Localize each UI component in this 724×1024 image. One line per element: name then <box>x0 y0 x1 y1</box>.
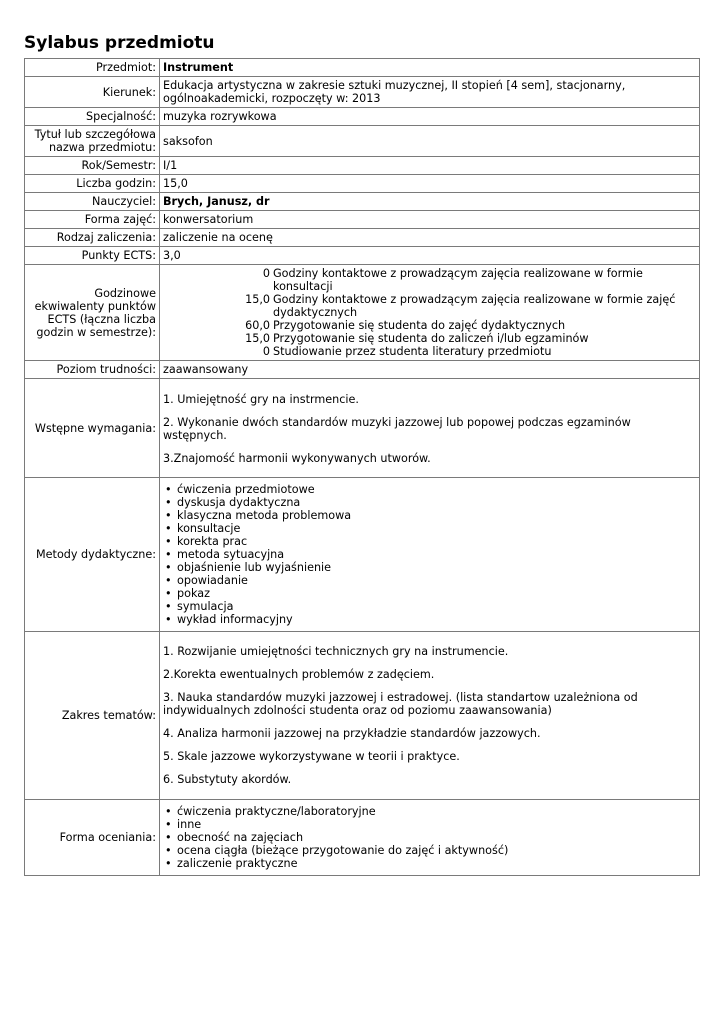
ects-hours: 60,0 <box>245 319 270 332</box>
list-item: • opowiadanie <box>163 574 696 587</box>
list-item: • metoda sytuacyjna <box>163 548 696 561</box>
value-nauczyciel: Brych, Janusz, dr <box>160 193 700 211</box>
row-ekwiwalenty <box>25 265 700 361</box>
value-tytul: saksofon <box>160 126 700 157</box>
label-nauczyciel: Nauczyciel: <box>25 193 160 211</box>
topic-item: 4. Analiza harmonii jazzowej na przykładzie standardów jazzowych. <box>163 727 541 740</box>
row-nauczyciel <box>25 193 700 211</box>
value-zakres <box>160 632 700 800</box>
row-forma <box>25 211 700 229</box>
ects-desc: Przygotowanie się studenta do zaliczeń i/lub egzaminów <box>273 332 589 345</box>
label-godziny: Liczba godzin: <box>25 175 160 193</box>
label-ocenianie: Forma oceniania: <box>25 800 160 876</box>
label-rok: Rok/Semestr: <box>25 157 160 175</box>
row-godziny <box>25 175 700 193</box>
topic-item: 5. Skale jazzowe wykorzystywane w teorii i praktyce. <box>163 750 460 763</box>
ects-item <box>163 319 696 332</box>
row-metody <box>25 478 700 632</box>
ects-desc: Przygotowanie się studenta do zajęć dydaktycznych <box>273 319 566 332</box>
ects-hours: 0 <box>262 267 270 280</box>
requirement-item: 2. Wykonanie dwóch standardów muzyki jazzowej lub popowej podczas egzaminów wstępnych. <box>163 416 631 442</box>
ects-item <box>163 267 696 293</box>
value-zaliczenie: zaliczenie na ocenę <box>160 229 700 247</box>
requirement-item: 3.Znajomość harmonii wykonywanych utworów. <box>163 452 431 465</box>
ects-hours: 0 <box>262 345 270 358</box>
label-zaliczenie: Rodzaj zaliczenia: <box>25 229 160 247</box>
label-ekwiwalenty: Godzinowe ekwiwalenty punktów ECTS (łączna liczba godzin w semestrze): <box>25 265 160 361</box>
row-specjalnosc <box>25 108 700 126</box>
syllabus-table <box>24 58 700 876</box>
value-kierunek: Edukacja artystyczna w zakresie sztuki muzycznej, II stopień [4 sem], stacjonarny, ogólnoakademicki, rozpoczęty w: 2013 <box>160 77 700 108</box>
list-item: • zaliczenie praktyczne <box>163 857 696 870</box>
ects-hours: 15,0 <box>245 332 270 345</box>
ects-desc: Godziny kontaktowe z prowadzącym zajęcia realizowane w formie konsultacji <box>273 267 643 293</box>
page-title: Sylabus przedmiotu <box>24 33 215 53</box>
value-rok: I/1 <box>160 157 700 175</box>
ects-desc: Godziny kontaktowe z prowadzącym zajęcia realizowane w formie zajęć dydaktycznych <box>273 293 676 319</box>
requirement-item: 1. Umiejętność gry na instrmencie. <box>163 393 359 406</box>
topic-item: 3. Nauka standardów muzyki jazzowej i estradowej. (lista standartow uzależniona od indywidualnych zdolności studenta oraz od poziomu zaawansowania) <box>163 691 638 717</box>
ects-desc: Studiowanie przez studenta literatury przedmiotu <box>273 345 552 358</box>
label-ects: Punkty ECTS: <box>25 247 160 265</box>
row-ects <box>25 247 700 265</box>
value-ekwiwalenty <box>160 265 700 361</box>
value-wymagania <box>160 379 700 478</box>
list-item: • klasyczna metoda problemowa <box>163 509 696 522</box>
label-zakres: Zakres tematów: <box>25 632 160 800</box>
list-item: • ćwiczenia przedmiotowe <box>163 483 696 496</box>
topic-item: 2.Korekta ewentualnych problemów z zadęciem. <box>163 668 435 681</box>
value-forma: konwersatorium <box>160 211 700 229</box>
list-item: • konsultacje <box>163 522 696 535</box>
label-przedmiot: Przedmiot: <box>25 59 160 77</box>
list-item: • obecność na zajęciach <box>163 831 696 844</box>
methods-list <box>163 483 696 626</box>
list-item: • symulacja <box>163 600 696 613</box>
row-poziom <box>25 361 700 379</box>
row-ocenianie <box>25 800 700 876</box>
value-metody <box>160 478 700 632</box>
value-ects: 3,0 <box>160 247 700 265</box>
row-wymagania <box>25 379 700 478</box>
label-poziom: Poziom trudności: <box>25 361 160 379</box>
value-przedmiot: Instrument <box>160 59 700 77</box>
value-specjalnosc: muzyka rozrywkowa <box>160 108 700 126</box>
list-item: • wykład informacyjny <box>163 613 696 626</box>
list-item: • korekta prac <box>163 535 696 548</box>
row-kierunek <box>25 77 700 108</box>
row-tytul <box>25 126 700 157</box>
row-przedmiot <box>25 59 700 77</box>
label-specjalnosc: Specjalność: <box>25 108 160 126</box>
value-poziom: zaawansowany <box>160 361 700 379</box>
value-godziny: 15,0 <box>160 175 700 193</box>
list-item: • ocena ciągła (bieżące przygotowanie do zajęć i aktywność) <box>163 844 696 857</box>
value-ocenianie <box>160 800 700 876</box>
list-item: • ćwiczenia praktyczne/laboratoryjne <box>163 805 696 818</box>
row-rok <box>25 157 700 175</box>
ects-item <box>163 345 696 358</box>
ects-item <box>163 293 696 319</box>
topic-item: 1. Rozwijanie umiejętności technicznych gry na instrumencie. <box>163 645 509 658</box>
assessment-list <box>163 805 696 870</box>
label-metody: Metody dydaktyczne: <box>25 478 160 632</box>
label-tytul: Tytuł lub szczegółowa nazwa przedmiotu: <box>25 126 160 157</box>
list-item: • dyskusja dydaktyczna <box>163 496 696 509</box>
ects-hours: 15,0 <box>245 293 270 306</box>
row-zaliczenie <box>25 229 700 247</box>
label-kierunek: Kierunek: <box>25 77 160 108</box>
ects-item <box>163 332 696 345</box>
topic-item: 6. Substytuty akordów. <box>163 773 292 786</box>
list-item: • pokaz <box>163 587 696 600</box>
row-zakres <box>25 632 700 800</box>
list-item: • inne <box>163 818 696 831</box>
list-item: • objaśnienie lub wyjaśnienie <box>163 561 696 574</box>
label-wymagania: Wstępne wymagania: <box>25 379 160 478</box>
label-forma: Forma zajęć: <box>25 211 160 229</box>
